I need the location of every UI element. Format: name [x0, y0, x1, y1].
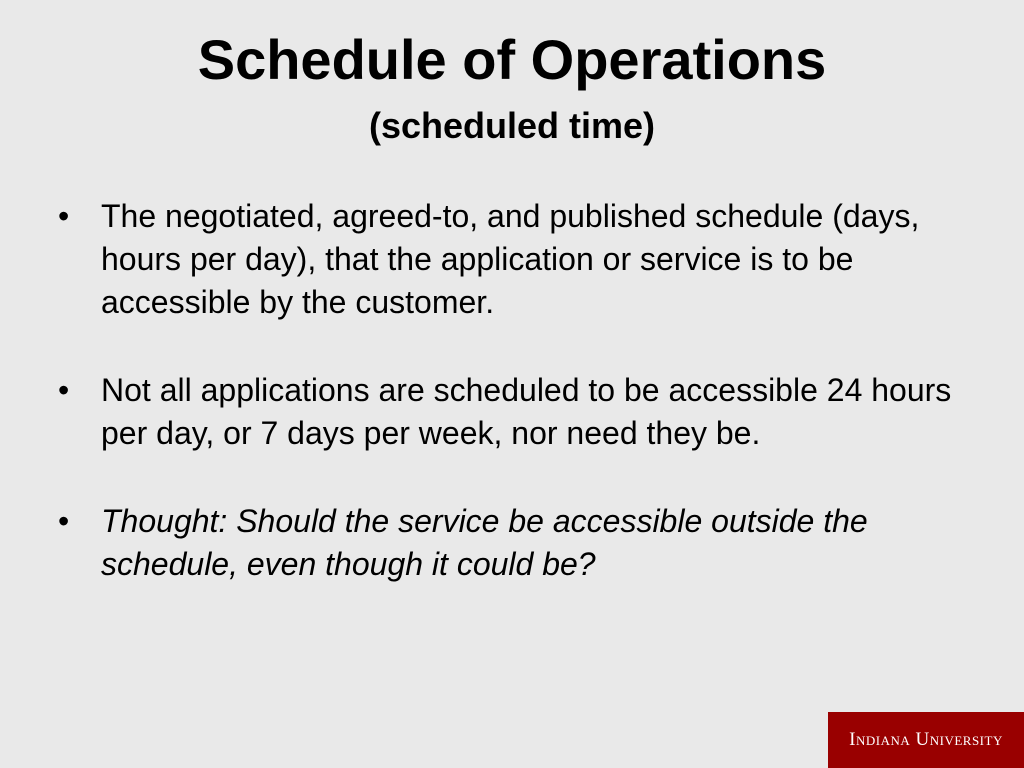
logo-text: Indiana University — [849, 729, 1003, 750]
bullet-marker: • — [58, 198, 70, 234]
slide-subtitle: (scheduled time) — [368, 105, 656, 146]
slide-title: Schedule of Operations — [197, 28, 827, 91]
bullet-text: The negotiated, agreed-to, and published schedule (days, hours per day), that the application or service is to be accessible by the customer. — [101, 198, 920, 320]
bullet-text: Thought: Should the service be accessible outside the schedule, even though it could be? — [101, 503, 868, 582]
indiana-university-logo — [828, 712, 1024, 768]
bullet-marker: • — [58, 372, 70, 408]
bullet-item — [58, 369, 988, 455]
bullet-marker: • — [58, 503, 70, 539]
bullet-text: Not all applications are scheduled to be accessible 24 hours per day, or 7 days per week, nor need they be. — [101, 372, 952, 451]
bullet-item — [58, 500, 988, 586]
bullet-item — [58, 195, 988, 324]
bullet-list — [58, 195, 988, 631]
